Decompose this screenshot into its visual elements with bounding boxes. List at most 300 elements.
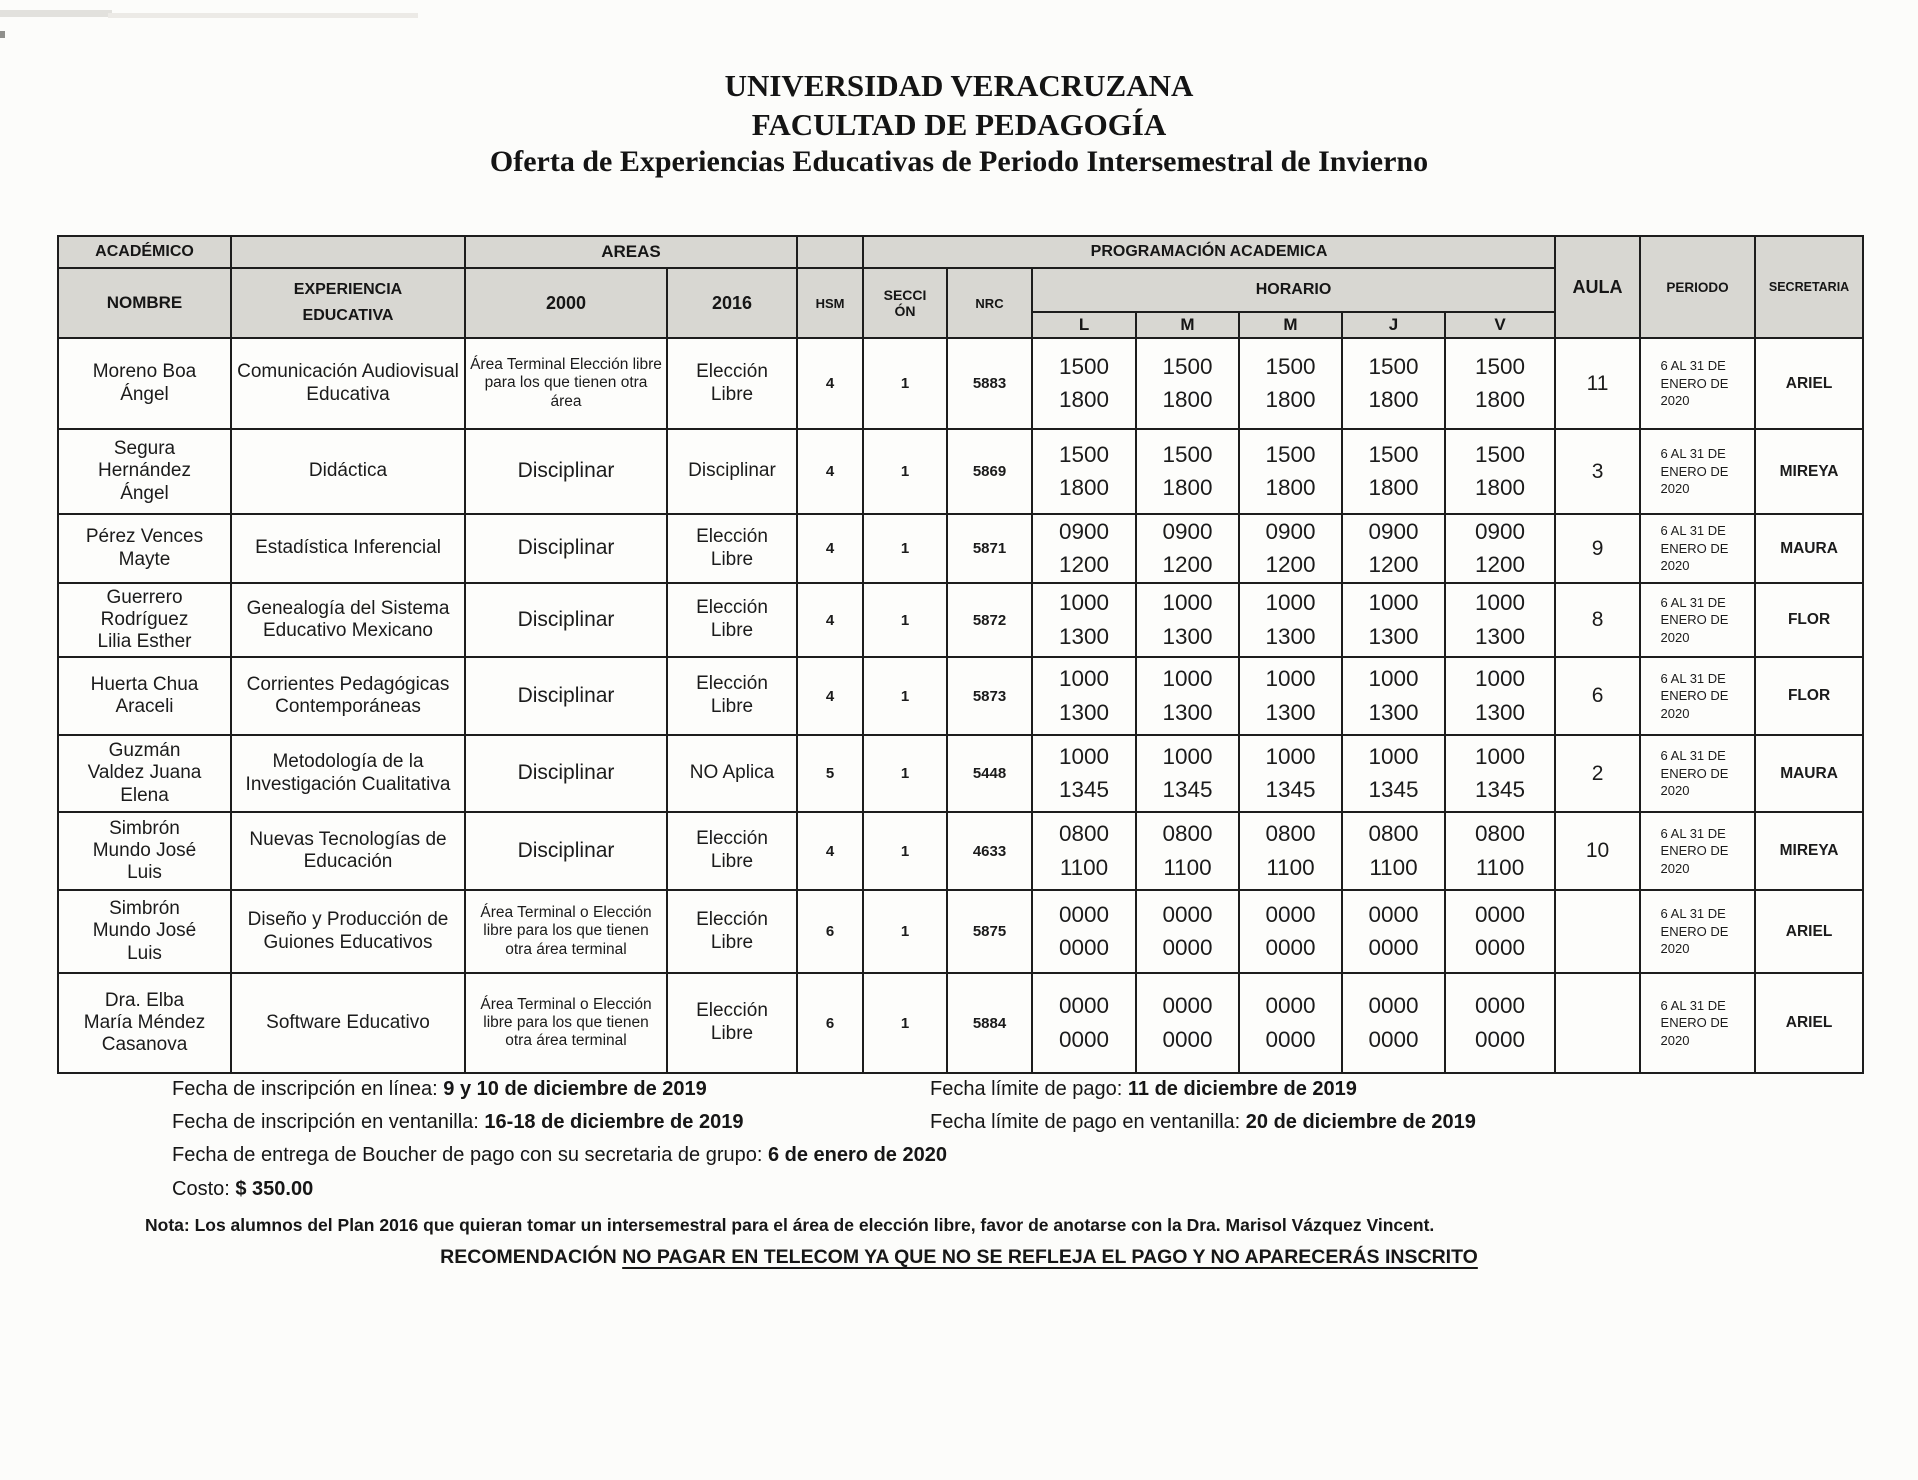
cell-seccion: 1 [863, 973, 947, 1073]
horario-inicio: 1500 [1162, 353, 1213, 379]
cell-aula: 2 [1555, 735, 1640, 812]
horario-fin: 1345 [1058, 777, 1110, 802]
cell-hsm: 6 [797, 973, 863, 1073]
horario-fin: 1100 [1059, 854, 1109, 880]
header-hsm: HSM [797, 268, 863, 338]
cell-experiencia-educativa: Software Educativo [231, 973, 465, 1073]
horario-fin: 0000 [1162, 1026, 1213, 1052]
nombre-text: Simbrón Mundo José Luis [92, 898, 197, 964]
cell-periodo [1640, 890, 1755, 973]
horario-inicio: 0900 [1368, 518, 1419, 544]
cell-horario-miercoles [1239, 583, 1342, 657]
costo-line [172, 1178, 313, 1201]
horario-fin: 1100 [1163, 854, 1212, 880]
periodo-text: 6 AL 31 DE ENERO DE 2020 [1660, 906, 1729, 957]
horario-fin: 1800 [1368, 387, 1419, 412]
horario-fin: 1300 [1475, 623, 1526, 649]
nombre-text: Segura Hernández Ángel [98, 438, 191, 504]
entrega-boucher-label: Fecha de entrega de Boucher de pago con su secretaria de grupo: [172, 1144, 768, 1166]
cell-experiencia-educativa: Corrientes Pedagógicas Contemporáneas [231, 657, 465, 735]
cell-horario-jueves [1342, 890, 1445, 973]
inscripcion-ventanilla-label: Fecha de inscripción en ventanilla: [172, 1111, 485, 1133]
area-2016-text: Elección Libre [696, 597, 768, 641]
header-seccion [863, 268, 947, 338]
header-nrc: NRC [947, 268, 1032, 338]
horario-fin: 1800 [1475, 387, 1526, 412]
cell-nombre [58, 973, 231, 1073]
cell-horario-lunes [1032, 338, 1136, 429]
header-areas: AREAS [465, 236, 797, 268]
cell-horario-martes [1136, 973, 1239, 1073]
cell-aula: 8 [1555, 583, 1640, 657]
cell-nrc: 5875 [947, 890, 1032, 973]
faculty-title: FACULTAD DE PEDAGOGÍA [751, 107, 1167, 142]
header-academico: ACADÉMICO [58, 236, 231, 268]
cell-seccion: 1 [863, 514, 947, 583]
area-2016-text: Disciplinar [688, 460, 776, 482]
cell-horario-jueves [1342, 583, 1445, 657]
horario-inicio: 0800 [1475, 821, 1526, 846]
cell-periodo [1640, 657, 1755, 735]
header-aula: AULA [1555, 236, 1640, 338]
cell-hsm: 4 [797, 583, 863, 657]
cell-nrc: 4633 [947, 812, 1032, 890]
cell-nrc: 5883 [947, 338, 1032, 429]
horario-fin: 1800 [1162, 475, 1213, 500]
cell-experiencia-educativa: Genealogía del Sistema Educativo Mexicano [231, 583, 465, 657]
costo-value: $ 350.00 [235, 1178, 314, 1200]
header-day-jueves: J [1342, 312, 1445, 338]
cell-periodo [1640, 514, 1755, 583]
cell-horario-lunes [1032, 583, 1136, 657]
horario-inicio: 0800 [1162, 821, 1213, 846]
inscripcion-ventanilla-line [172, 1111, 743, 1134]
nombre-text: Pérez Vences Mayte [85, 526, 204, 570]
horario-inicio: 1000 [1265, 590, 1316, 615]
limite-pago-line [930, 1078, 1357, 1101]
horario-fin: 1200 [1475, 552, 1526, 577]
cell-nombre [58, 890, 231, 973]
cell-area-2016 [667, 657, 797, 735]
horario-fin: 1200 [1265, 552, 1316, 577]
cell-periodo [1640, 812, 1755, 890]
horario-inicio: 1000 [1162, 590, 1213, 615]
cell-horario-lunes [1032, 812, 1136, 890]
nombre-text: Simbrón Mundo José Luis [92, 817, 197, 884]
horario-inicio: 1000 [1162, 666, 1213, 691]
horario-inicio: 0000 [1058, 993, 1110, 1018]
cell-nombre [58, 735, 231, 812]
horario-inicio: 1000 [1368, 666, 1419, 691]
nombre-text: Huerta Chua Araceli [90, 673, 199, 717]
area-2016-text: NO Aplica [689, 762, 775, 784]
cell-area-2000: Disciplinar [465, 429, 667, 514]
cell-area-2016 [667, 973, 797, 1073]
header-day-viernes: V [1445, 312, 1555, 338]
cell-experiencia-educativa: Diseño y Producción de Guiones Educativos [231, 890, 465, 973]
horario-inicio: 1500 [1265, 441, 1316, 467]
header-horario: HORARIO [1032, 268, 1555, 312]
cell-hsm: 5 [797, 735, 863, 812]
area-2016-text: Elección Libre [696, 673, 768, 717]
cell-horario-martes [1136, 890, 1239, 973]
cell-experiencia-educativa: Metodología de la Investigación Cualitativa [231, 735, 465, 812]
cell-horario-miercoles [1239, 338, 1342, 429]
cell-secretaria: FLOR [1755, 583, 1863, 657]
cell-horario-jueves [1342, 812, 1445, 890]
horario-inicio: 0900 [1475, 518, 1526, 544]
cell-horario-miercoles [1239, 812, 1342, 890]
recomendacion-underlined-text: NO PAGAR EN TELECOM YA QUE NO SE REFLEJA EL PAGO Y NO APARECERÁS INSCRITO [622, 1246, 1478, 1268]
cell-hsm: 6 [797, 890, 863, 973]
periodo-text: 6 AL 31 DE ENERO DE 2020 [1660, 446, 1729, 497]
cell-horario-lunes [1032, 735, 1136, 812]
cell-horario-martes [1136, 657, 1239, 735]
cell-area-2000: Área Terminal o Elección libre para los que tienen otra área terminal [465, 890, 667, 973]
header-spacer-experiencia [231, 236, 465, 268]
entrega-boucher-line [172, 1144, 947, 1167]
periodo-text: 6 AL 31 DE ENERO DE 2020 [1660, 523, 1729, 574]
horario-inicio: 1000 [1368, 743, 1419, 769]
horario-inicio: 0000 [1368, 993, 1419, 1018]
horario-fin: 1200 [1368, 552, 1419, 577]
area-2016-text: Elección Libre [696, 1000, 768, 1044]
cell-area-2016 [667, 735, 797, 812]
header-programacion-academica: PROGRAMACIÓN ACADEMICA [863, 236, 1555, 268]
inscripcion-linea-line [172, 1078, 707, 1101]
cell-aula: 11 [1555, 338, 1640, 429]
horario-inicio: 1000 [1265, 743, 1316, 769]
horario-fin: 1100 [1475, 854, 1525, 880]
header-row-groups [58, 236, 1863, 268]
nombre-text: Dra. Elba María Méndez Casanova [83, 989, 206, 1056]
horario-fin: 1300 [1368, 623, 1419, 649]
cell-horario-martes [1136, 338, 1239, 429]
cell-horario-jueves [1342, 514, 1445, 583]
horario-fin: 0000 [1475, 935, 1526, 960]
cell-horario-lunes [1032, 657, 1136, 735]
horario-fin: 1100 [1369, 854, 1418, 880]
inscripcion-linea-value: 9 y 10 de diciembre de 2019 [443, 1078, 707, 1100]
header-nombre: NOMBRE [58, 268, 231, 338]
horario-inicio: 0000 [1265, 993, 1316, 1018]
cell-horario-martes [1136, 812, 1239, 890]
header-spacer-hsm [797, 236, 863, 268]
cell-horario-lunes [1032, 890, 1136, 973]
header-plan-2000: 2000 [465, 268, 667, 338]
inscripcion-linea-label: Fecha de inscripción en línea: [172, 1078, 444, 1100]
cell-nombre [58, 514, 231, 583]
horario-fin: 1300 [1265, 623, 1316, 649]
cell-horario-miercoles [1239, 973, 1342, 1073]
header-periodo: PERIODO [1640, 236, 1755, 338]
cell-horario-miercoles [1239, 514, 1342, 583]
header-plan-2016: 2016 [667, 268, 797, 338]
cell-area-2000: Disciplinar [465, 812, 667, 890]
cell-nrc: 5448 [947, 735, 1032, 812]
cell-secretaria: FLOR [1755, 657, 1863, 735]
horario-fin: 0000 [1475, 1026, 1526, 1052]
scan-artifact [0, 31, 5, 38]
horario-fin: 0000 [1368, 935, 1419, 960]
cell-horario-martes [1136, 514, 1239, 583]
horario-inicio: 1500 [1058, 441, 1110, 467]
horario-inicio: 0000 [1162, 993, 1213, 1018]
cell-horario-lunes [1032, 973, 1136, 1073]
horario-fin: 1800 [1265, 387, 1316, 412]
cell-aula: 3 [1555, 429, 1640, 514]
cell-horario-lunes [1032, 429, 1136, 514]
cell-horario-jueves [1342, 657, 1445, 735]
horario-inicio: 1000 [1265, 666, 1316, 691]
cell-horario-viernes [1445, 812, 1555, 890]
cell-horario-lunes [1032, 514, 1136, 583]
cell-area-2000: Disciplinar [465, 514, 667, 583]
table-row [58, 973, 1863, 1073]
cell-seccion: 1 [863, 812, 947, 890]
area-2016-text: Elección Libre [696, 828, 768, 872]
recomendacion-prefix: RECOMENDACIÓN [440, 1246, 623, 1268]
horario-inicio: 0000 [1475, 901, 1526, 927]
horario-fin: 1200 [1058, 552, 1110, 577]
cell-secretaria: ARIEL [1755, 890, 1863, 973]
table-row [58, 429, 1863, 514]
table-row [58, 514, 1863, 583]
horario-fin: 0000 [1368, 1026, 1419, 1052]
horario-fin: 0000 [1058, 935, 1110, 960]
cell-secretaria: MAURA [1755, 514, 1863, 583]
horario-inicio: 1500 [1368, 441, 1419, 467]
horario-inicio: 1000 [1058, 666, 1110, 691]
cell-horario-miercoles [1239, 735, 1342, 812]
horario-fin: 1345 [1475, 777, 1526, 802]
cell-periodo [1640, 429, 1755, 514]
cell-periodo [1640, 973, 1755, 1073]
nombre-text: Guerrero Rodríguez Lilia Esther [97, 586, 192, 653]
cell-aula: 6 [1555, 657, 1640, 735]
horario-inicio: 1000 [1058, 743, 1110, 769]
cell-horario-jueves [1342, 973, 1445, 1073]
cell-secretaria: ARIEL [1755, 338, 1863, 429]
cell-seccion: 1 [863, 657, 947, 735]
horario-inicio: 1500 [1162, 441, 1213, 467]
cell-secretaria: MIREYA [1755, 812, 1863, 890]
cell-hsm: 4 [797, 812, 863, 890]
horario-fin: 1800 [1368, 475, 1419, 500]
cell-nrc: 5884 [947, 973, 1032, 1073]
horario-inicio: 1500 [1265, 353, 1316, 379]
horario-fin: 1800 [1058, 475, 1110, 500]
table-header [58, 236, 1863, 338]
horario-fin: 1300 [1058, 623, 1110, 649]
horario-fin: 1800 [1162, 387, 1213, 412]
horario-inicio: 1000 [1475, 743, 1526, 769]
cell-horario-miercoles [1239, 429, 1342, 514]
cell-area-2000: Disciplinar [465, 583, 667, 657]
horario-fin: 1300 [1475, 699, 1526, 725]
horario-fin: 1100 [1266, 854, 1315, 880]
horario-inicio: 0000 [1058, 901, 1110, 927]
cell-hsm: 4 [797, 338, 863, 429]
nombre-text: Guzmán Valdez Juana Elena [87, 740, 202, 806]
document-header [0, 66, 1918, 181]
cell-experiencia-educativa: Estadística Inferencial [231, 514, 465, 583]
cell-area-2016 [667, 890, 797, 973]
horario-fin: 1345 [1368, 777, 1419, 802]
header-day-miercoles: M [1239, 312, 1342, 338]
cell-horario-martes [1136, 429, 1239, 514]
area-2016-text: Elección Libre [696, 360, 768, 405]
cell-secretaria: ARIEL [1755, 973, 1863, 1073]
horario-inicio: 0900 [1265, 518, 1316, 544]
horario-fin: 1800 [1475, 475, 1526, 500]
horario-fin: 1300 [1162, 623, 1213, 649]
cell-secretaria: MIREYA [1755, 429, 1863, 514]
header-secretaria: SECRETARIA [1755, 236, 1863, 338]
cell-horario-viernes [1445, 657, 1555, 735]
horario-inicio: 0900 [1058, 518, 1110, 544]
university-title: UNIVERSIDAD VERACRUZANA [724, 68, 1194, 103]
horario-fin: 1300 [1058, 699, 1110, 725]
cell-area-2016 [667, 583, 797, 657]
nombre-text: Moreno Boa Ángel [92, 361, 197, 405]
table-row [58, 890, 1863, 973]
cell-horario-jueves [1342, 429, 1445, 514]
cell-aula: 9 [1555, 514, 1640, 583]
cell-seccion: 1 [863, 429, 947, 514]
cell-seccion: 1 [863, 583, 947, 657]
horario-inicio: 0000 [1475, 993, 1526, 1018]
horario-fin: 1200 [1162, 552, 1213, 577]
recomendacion-line [0, 1246, 1918, 1269]
cell-area-2000: Disciplinar [465, 735, 667, 812]
cell-horario-martes [1136, 583, 1239, 657]
table-row [58, 812, 1863, 890]
cell-hsm: 4 [797, 657, 863, 735]
header-seccion-text: SECCIÓN [883, 286, 927, 319]
document-title: Oferta de Experiencias Educativas de Periodo Intersemestral de Invierno [489, 145, 1429, 178]
cell-nombre [58, 429, 231, 514]
horario-fin: 0000 [1058, 1026, 1110, 1052]
horario-inicio: 0000 [1162, 901, 1213, 927]
header-day-martes: M [1136, 312, 1239, 338]
horario-fin: 0000 [1265, 1026, 1316, 1052]
cell-nrc: 5869 [947, 429, 1032, 514]
cell-nrc: 5873 [947, 657, 1032, 735]
header-experiencia-text: EXPERIENCIA EDUCATIVA [293, 281, 403, 324]
horario-inicio: 1500 [1058, 353, 1110, 379]
cell-horario-viernes [1445, 583, 1555, 657]
horario-inicio: 1000 [1475, 666, 1526, 691]
cell-area-2000: Área Terminal Elección libre para los que tienen otra área [465, 338, 667, 429]
cell-seccion: 1 [863, 735, 947, 812]
table-row [58, 338, 1863, 429]
area-2016-text: Elección Libre [696, 525, 768, 570]
inscripcion-ventanilla-value: 16-18 de diciembre de 2019 [484, 1111, 744, 1133]
horario-fin: 1800 [1058, 387, 1110, 412]
horario-inicio: 0800 [1058, 821, 1110, 846]
nota-line: Nota: Los alumnos del Plan 2016 que quieran tomar un intersemestral para el área de elección libre, favor de anotarse con la Dra. Marisol Vázquez Vincent. [145, 1215, 1435, 1235]
horario-inicio: 0000 [1368, 901, 1419, 927]
table-row [58, 583, 1863, 657]
cell-horario-viernes [1445, 973, 1555, 1073]
scan-artifact [108, 13, 418, 18]
horario-inicio: 1500 [1475, 441, 1526, 467]
horario-inicio: 0800 [1368, 821, 1419, 846]
cell-nombre [58, 657, 231, 735]
horario-inicio: 0800 [1265, 821, 1316, 846]
cell-horario-viernes [1445, 890, 1555, 973]
cell-horario-martes [1136, 735, 1239, 812]
cell-area-2000: Disciplinar [465, 657, 667, 735]
horario-inicio: 1000 [1162, 743, 1213, 769]
limite-pago-ventanilla-label: Fecha límite de pago en ventanilla: [930, 1111, 1246, 1133]
cell-aula [1555, 973, 1640, 1073]
cell-periodo [1640, 735, 1755, 812]
cell-seccion: 1 [863, 338, 947, 429]
limite-pago-label: Fecha límite de pago: [930, 1078, 1128, 1100]
horario-fin: 1300 [1368, 699, 1419, 725]
cell-area-2016 [667, 514, 797, 583]
area-2016-text: Elección Libre [696, 908, 768, 953]
cell-secretaria: MAURA [1755, 735, 1863, 812]
horario-inicio: 1000 [1058, 590, 1110, 615]
cell-area-2016 [667, 812, 797, 890]
cell-nombre [58, 812, 231, 890]
course-offer-table [57, 235, 1864, 1074]
cell-seccion: 1 [863, 890, 947, 973]
cell-horario-viernes [1445, 514, 1555, 583]
cell-horario-jueves [1342, 735, 1445, 812]
horario-fin: 1800 [1265, 475, 1316, 500]
horario-inicio: 1500 [1368, 353, 1419, 379]
horario-fin: 1300 [1265, 699, 1316, 725]
limite-pago-ventanilla-line [930, 1111, 1476, 1134]
periodo-text: 6 AL 31 DE ENERO DE 2020 [1660, 997, 1729, 1048]
horario-inicio: 1000 [1475, 590, 1526, 615]
cell-nombre [58, 583, 231, 657]
cell-experiencia-educativa: Didáctica [231, 429, 465, 514]
table-row [58, 735, 1863, 812]
costo-label: Costo: [172, 1178, 236, 1200]
horario-inicio: 0900 [1162, 518, 1213, 544]
cell-periodo [1640, 338, 1755, 429]
cell-experiencia-educativa: Nuevas Tecnologías de Educación [231, 812, 465, 890]
cell-horario-jueves [1342, 338, 1445, 429]
horario-fin: 1345 [1265, 777, 1316, 802]
periodo-text: 6 AL 31 DE ENERO DE 2020 [1660, 748, 1729, 799]
header-day-lunes: L [1032, 312, 1136, 338]
cell-horario-miercoles [1239, 890, 1342, 973]
horario-inicio: 1500 [1475, 353, 1526, 379]
cell-nrc: 5871 [947, 514, 1032, 583]
cell-horario-viernes [1445, 429, 1555, 514]
table-body [58, 338, 1863, 1073]
horario-inicio: 1000 [1368, 590, 1419, 615]
limite-pago-ventanilla-value: 20 de diciembre de 2019 [1245, 1111, 1476, 1133]
periodo-text: 6 AL 31 DE ENERO DE 2020 [1660, 594, 1729, 645]
cell-aula: 10 [1555, 812, 1640, 890]
periodo-text: 6 AL 31 DE ENERO DE 2020 [1660, 358, 1729, 409]
cell-area-2000: Área Terminal o Elección libre para los que tienen otra área terminal [465, 973, 667, 1073]
horario-fin: 0000 [1265, 935, 1316, 960]
cell-nombre [58, 338, 231, 429]
cell-hsm: 4 [797, 429, 863, 514]
limite-pago-value: 11 de diciembre de 2019 [1127, 1078, 1357, 1100]
cell-area-2016 [667, 429, 797, 514]
cell-periodo [1640, 583, 1755, 657]
horario-fin: 1345 [1162, 777, 1213, 802]
